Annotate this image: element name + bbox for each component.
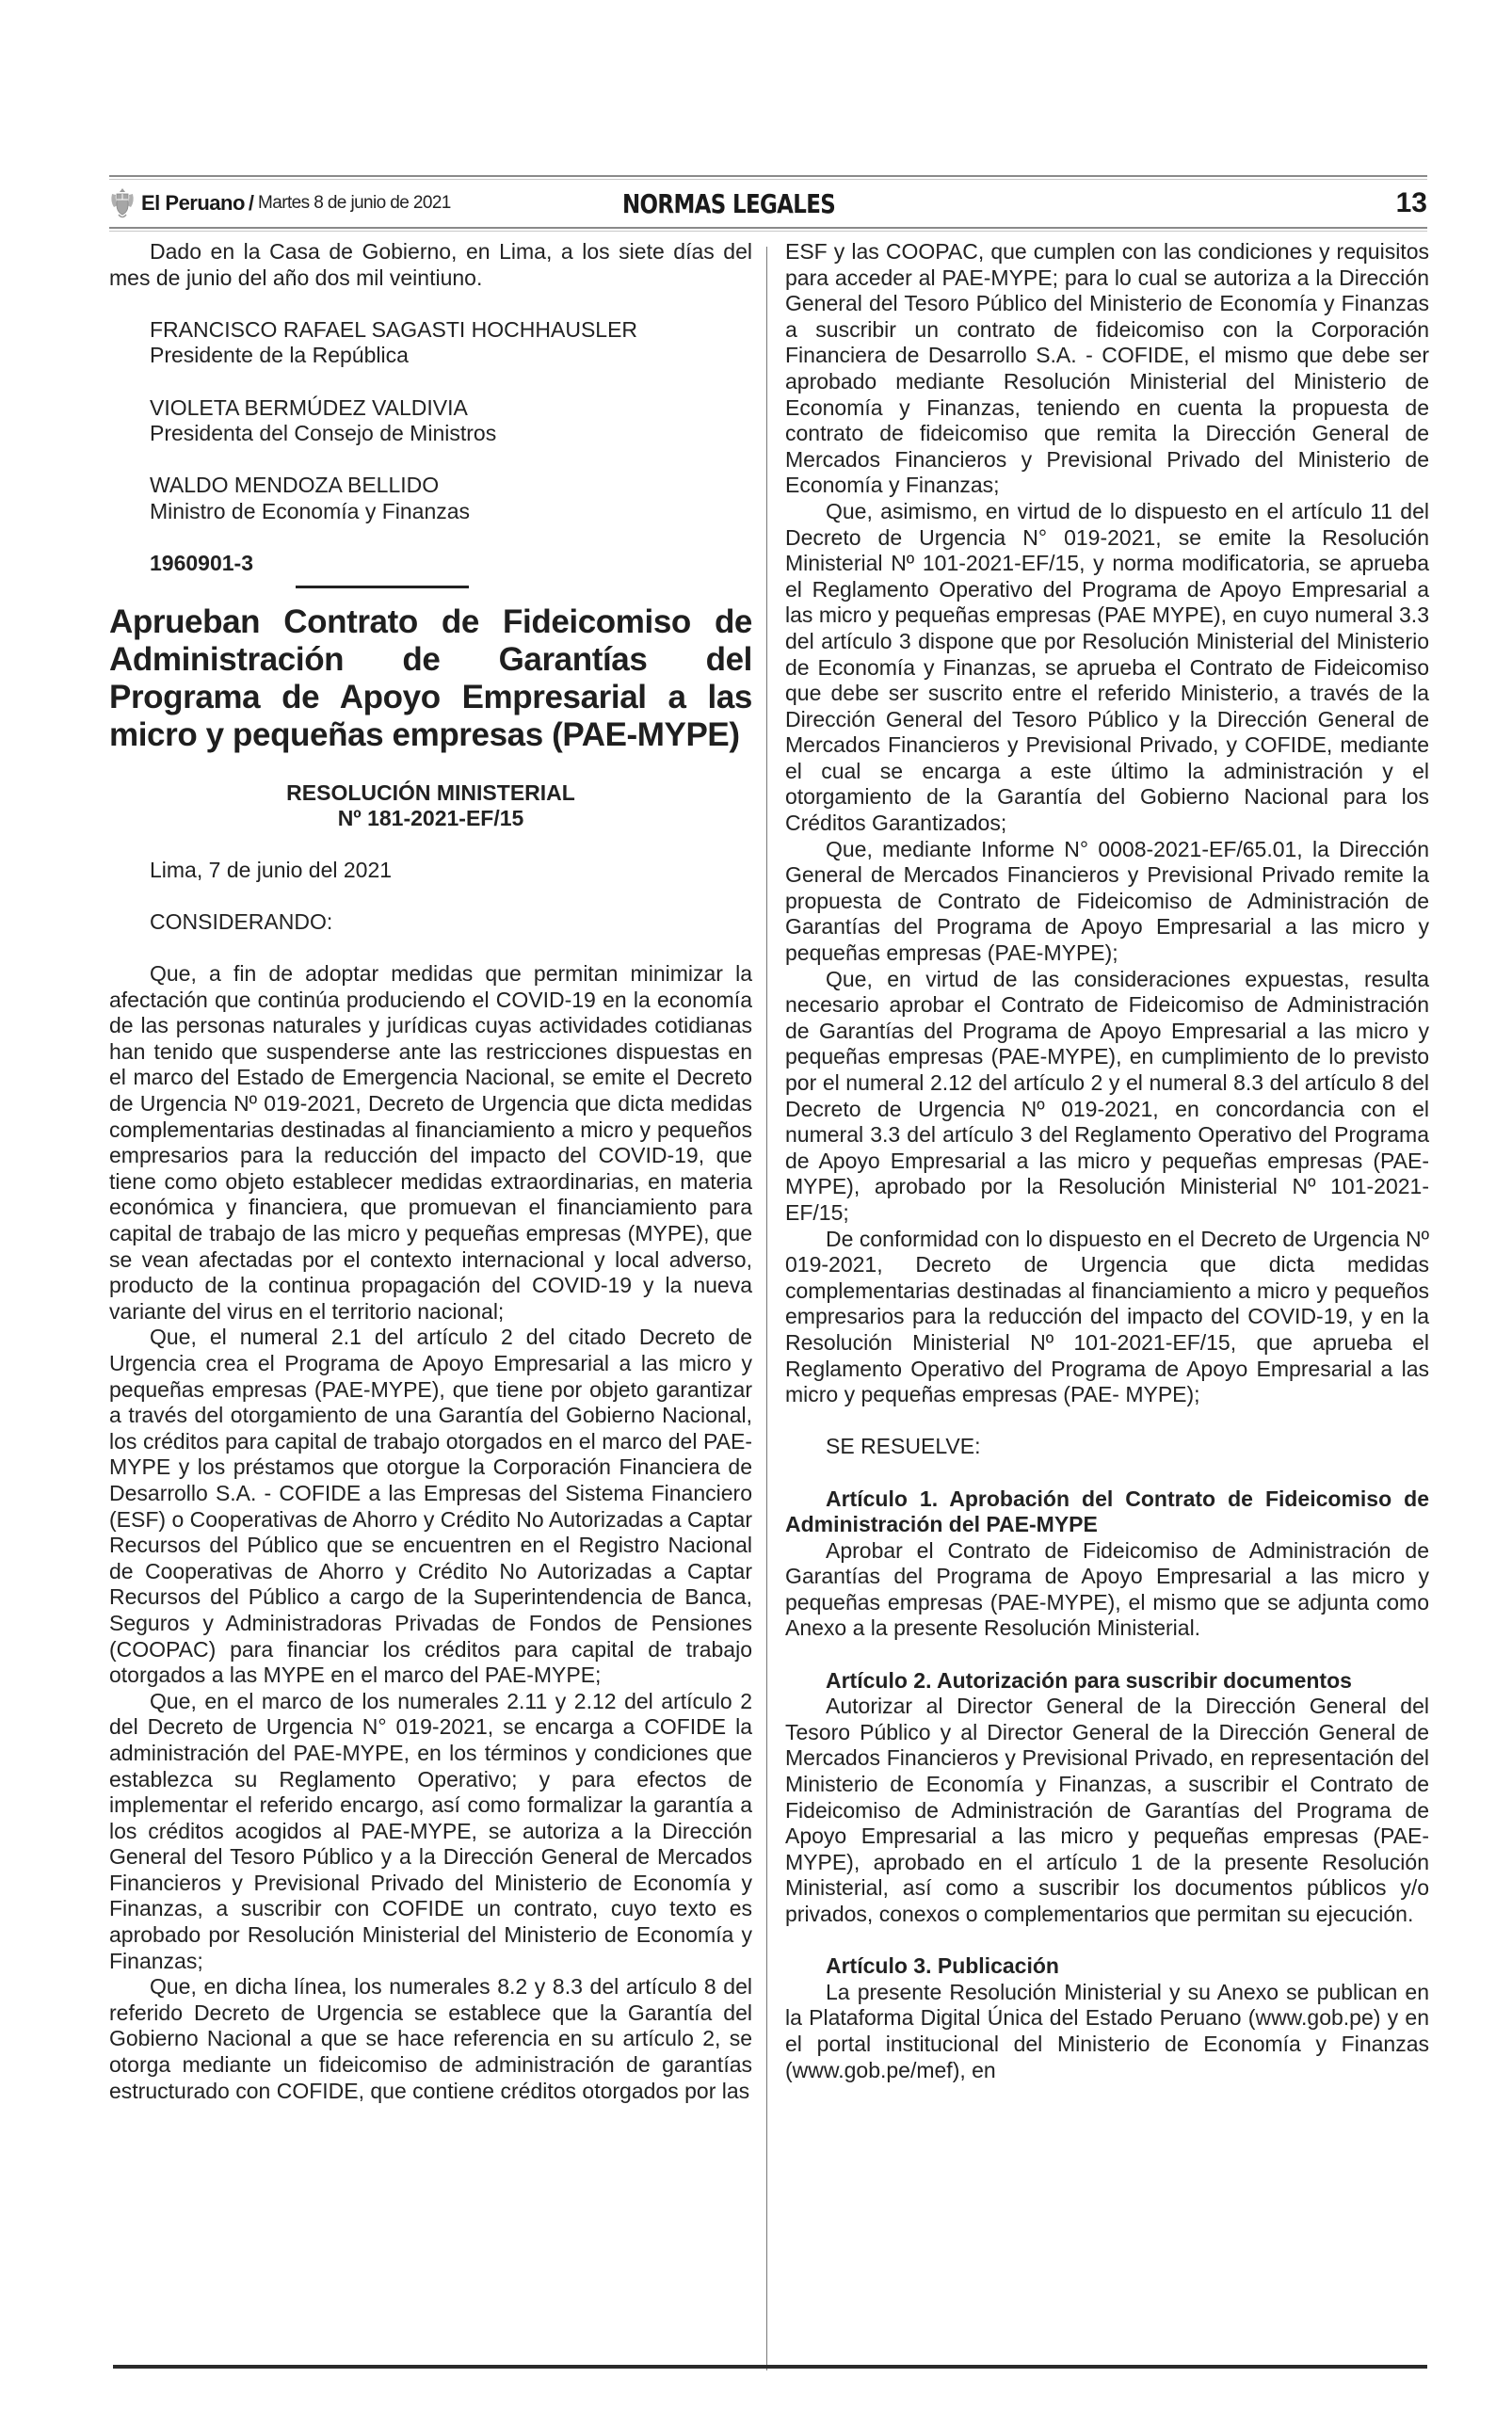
body-paragraph: Que, a fin de adoptar medidas que permitan minimizar la afectación que continúa produciendo el COVID-19 en la economía de las personas naturales y jurídicas cuyas actividades cotidianas han tenido que suspenderse ante las restricciones dispuestas en el marco del Estado de Emergencia Nacional, se emite el Decreto de Urgencia Nº 019-2021, Decreto de Urgencia que dicta medidas complementarias destinadas al financiamiento a micro y pequeños empresarios para la reducción del impacto del COVID-19, que tiene como objeto establecer medidas extraordinarias, en materia económica y financiera, que promuevan el financiamiento para capital de trabajo de las micro y pequeñas empresas (MYPE), que se vean afectadas por el contexto internacional y local adverso, producto de la continua propagación del COVID-19 y la nueva variante del virus en el territorio nacional; [109, 961, 752, 1324]
issue-date: Martes 8 de junio de 2021 [258, 193, 451, 213]
signatory-block [109, 317, 752, 369]
body-paragraph: Que, en dicha línea, los numerales 8.2 y 8.3 del artículo 8 del referido Decreto de Urgencia se establece que la Garantía del Gobierno Nacional a que se hace referencia en su artículo 2, se otorga mediante un fideicomiso de administración de garantías estructurado con COFIDE, que contiene créditos otorgados por las [109, 1974, 752, 2103]
signatory-title: Presidenta del Consejo de Ministros [150, 421, 497, 446]
body-paragraph: Que, asimismo, en virtud de lo dispuesto en el artículo 11 del Decreto de Urgencia N° 019-2021, se emite la Resolución Ministerial Nº 101-2021-EF/15, y norma modificatoria, se aprueba el Reglamento Operativo del Programa de Apoyo Empresarial a las micro y pequeñas empresas (PAE MYPE), en cuyo numeral 3.3 del artículo 3 dispone que por Resolución Ministerial del Ministerio de Economía y Finanzas, se aprueba el Contrato de Fideicomiso que debe ser suscrito entre el referido Ministerio, a través de la Dirección General del Tesoro Público y la Dirección General de Mercados Financieros y Previsional Privado, y COFIDE, mediante el cual se encarga a este último la administración y el otorgamiento de la Garantía del Gobierno Nacional para los Créditos Garantizados; [785, 498, 1429, 836]
signatory-name: VIOLETA BERMÚDEZ VALDIVIA [150, 394, 468, 420]
article-headline: Aprueban Contrato de Fideicomiso de Administración de Garantías del Programa de Apoyo Empresarial a las micro y pequeñas empresas (PAE-MYPE) [109, 603, 752, 754]
section-separator [296, 586, 469, 588]
se-resuelve-label: SE RESUELVE: [826, 1434, 981, 1459]
place-date: Lima, 7 de junio del 2021 [150, 857, 393, 882]
resolution-heading [109, 780, 752, 831]
article-3-title: Artículo 3. Publicación [826, 1953, 1059, 1979]
article-columns [109, 239, 1427, 2374]
section-title: NORMAS LEGALES [622, 187, 836, 219]
right-column [785, 239, 1429, 2083]
article-3-body: La presente Resolución Ministerial y su Anexo se publican en la Plataforma Digital Única del Estado Peruano (www.gob.pe) y en el portal institucional del Ministerio de Economía y Finanzas (www.gob.pe/mef), en [785, 1979, 1429, 2082]
article-2-title: Artículo 2. Autorización para suscribir documentos [826, 1667, 1352, 1693]
article-2-body: Autorizar al Director General de la Dirección General del Tesoro Público y al Director General de la Dirección General de Mercados Financieros y Previsional Privado, en representación del Ministerio de Economía y Finanzas, a suscribir el Contrato de Fideicomiso de Administración de Garantías del Programa de Apoyo Empresarial a las micro y pequeñas empresas (PAE-MYPE), aprobado en el artículo 1 de la presente Resolución Ministerial, así como a suscribir los documentos públicos y/o privados, conexos o complementarios que permitan su ejecución. [785, 1694, 1429, 1926]
resolution-type: RESOLUCIÓN MINISTERIAL [286, 780, 575, 806]
continued-paragraph: ESF y las COOPAC, que cumplen con las condiciones y requisitos para acceder al PAE-MYPE; para lo cual se autoriza a la Dirección General del Tesoro Público del Ministerio de Economía y Finanzas a suscribir un contrato de fideicomiso con la Corporación Financiera de Desarrollo S.A. - COFIDE, el mismo que debe ser aprobado mediante Resolución Ministerial del Ministerio de Economía y Finanzas, teniendo en cuenta la propuesta de contrato de fideicomiso que remita la Dirección General de Mercados Financieros y Previsional Privado del Ministerio de Economía y Finanzas; [785, 239, 1429, 498]
body-paragraph: Que, en el marco de los numerales 2.11 y 2.12 del artículo 2 del Decreto de Urgencia N° 019-2021, se encarga a COFIDE la administración del PAE-MYPE, en los términos y condiciones que establezca su Reglamento Operativo; y para efectos de implementar el referido encargo, así como formalizar la garantía a los créditos acogidos al PAE-MYPE, se autoriza a la Dirección General del Tesoro Público y a la Dirección General de Mercados Financieros y Previsional Privado del Ministerio de Economía y Finanzas, a suscribir con COFIDE un contrato, cuyo texto es aprobado por Resolución Ministerial del Ministerio de Economía y Finanzas; [109, 1688, 752, 1973]
newspaper-page [109, 175, 1427, 2374]
page-number: 13 [1395, 187, 1427, 218]
signatory-name: WALDO MENDOZA BELLIDO [150, 473, 440, 498]
body-paragraph: Que, en virtud de las consideraciones expuestas, resulta necesario aprobar el Contrato de Fideicomiso de Administración de Garantías del Programa de Apoyo Empresarial a las micro y pequeñas empresas (PAE-MYPE), en cumplimiento de lo previsto por el numeral 2.12 del artículo 2 y el numeral 8.3 del artículo 8 del Decreto de Urgencia Nº 019-2021, en concordancia con el numeral 3.3 del artículo 3 del Reglamento Operativo del Programa de Apoyo Empresarial a las micro y pequeñas empresas (PAE-MYPE), aprobado por la Resolución Ministerial Nº 101-2021-EF/15; [785, 966, 1429, 1225]
closing-statement: Dado en la Casa de Gobierno, en Lima, a los siete días del mes de junio del año dos mil veintiuno. [109, 239, 752, 290]
signatory-name: FRANCISCO RAFAEL SAGASTI HOCHHAUSLER [150, 316, 638, 342]
coat-of-arms-icon [109, 186, 136, 220]
resolution-number: Nº 181-2021-EF/15 [337, 806, 524, 831]
signatory-title: Presidente de la República [150, 343, 409, 368]
article-1-body: Aprobar el Contrato de Fideicomiso de Administración de Garantías del Programa de Apoyo Empresarial a las micro y pequeñas empresas (PAE-MYPE), el mismo que se adjunta como Anexo a la presente Resolución Ministerial. [785, 1537, 1429, 1641]
considerando-label: CONSIDERANDO: [150, 908, 333, 934]
left-column [109, 239, 752, 2104]
header-separator: / [248, 191, 255, 215]
footer-rule [113, 2365, 1427, 2369]
body-paragraph: Que, el numeral 2.1 del artículo 2 del citado Decreto de Urgencia crea el Programa de Apoyo Empresarial a las micro y pequeñas empresas (PAE-MYPE), que tiene por objeto garantizar a través del otorgamiento de una Garantía del Gobierno Nacional, los créditos para capital de trabajo otorgados en el marco del PAE-MYPE y los préstamos que otorgue la Corporación Financiera de Desarrollo S.A. - COFIDE a las Empresas del Sistema Financiero (ESF) o Cooperativas de Ahorro y Crédito No Autorizadas a Captar Recursos del Público que se encuentren en el Registro Nacional de Cooperativas de Ahorro y Crédito No Autorizadas a Captar Recursos del Público a cargo de la Superintendencia de Banca, Seguros y Administradoras Privadas de Fondos de Pensiones (COOPAC) para financiar los créditos para capital de trabajo otorgados a las MYPE en el marco del PAE-MYPE; [109, 1325, 752, 1688]
signatory-title: Ministro de Economía y Finanzas [150, 498, 471, 523]
reference-code: 1960901-3 [150, 550, 253, 575]
body-paragraph: De conformidad con lo dispuesto en el Decreto de Urgencia Nº 019-2021, Decreto de Urgencia que dicta medidas complementarias destinadas al financiamiento a micro y pequeños empresarios para la reducción del impacto del COVID-19, y en la Resolución Ministerial Nº 101-2021-EF/15, que aprueba el Reglamento Operativo del Programa de Apoyo Empresarial a las micro y pequeñas empresas (PAE- MYPE); [785, 1226, 1429, 1407]
article-1-title: Artículo 1. Aprobación del Contrato de Fideicomiso de Administración del PAE-MYPE [785, 1486, 1429, 1537]
header-bottom-rule [109, 227, 1427, 232]
masthead [109, 180, 1427, 227]
signatory-block [109, 395, 752, 447]
newspaper-brand: El Peruano [141, 191, 245, 215]
column-divider [766, 247, 767, 2370]
signatory-block [109, 473, 752, 524]
body-paragraph: Que, mediante Informe N° 0008-2021-EF/65.01, la Dirección General de Mercados Financieros y Previsional Privado remite la propuesta de Contrato de Fideicomiso de Administración de Garantías del Programa de Apoyo Empresarial a las micro y pequeñas empresas (PAE-MYPE); [785, 836, 1429, 966]
